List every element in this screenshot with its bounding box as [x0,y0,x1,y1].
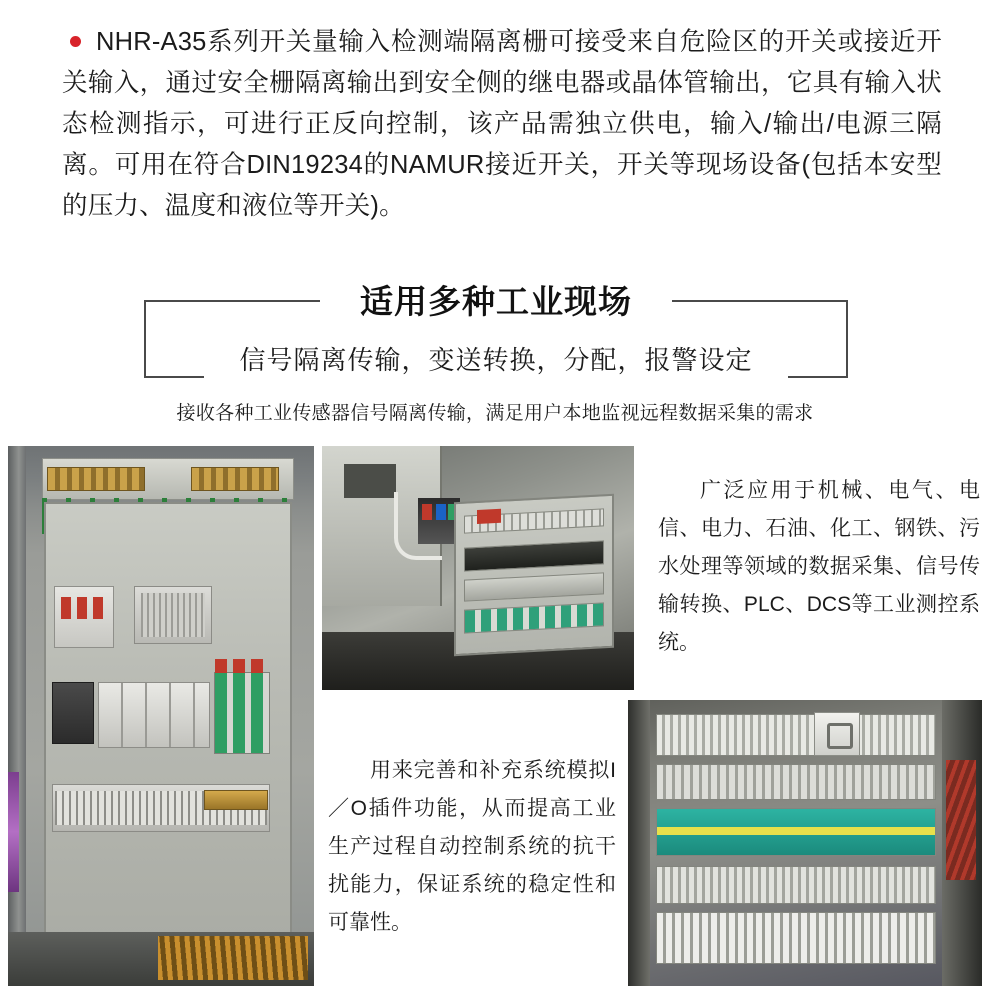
din-rail-row-3 [464,572,604,601]
plc-backplate [454,494,614,656]
busbar-terminals-right [191,467,279,491]
din-rail-row-4 [464,602,604,633]
band-note: 接收各种工业传感器信号隔离传输，满足用户本地监视远程数据采集的需求 [176,403,814,424]
band-subtitle: 信号隔离传输，变送转换，分配，报警设定 [239,345,753,375]
terminal-row-4 [656,866,936,904]
cabinet-door-edge [8,446,26,986]
terminal-row-5 [656,912,936,964]
lid-dark-patch [344,464,396,498]
terminal-row-1 [656,714,936,756]
intro-paragraph [62,22,942,227]
cabinet-busbar [42,458,294,500]
din-rail-row-2 [464,540,604,571]
busbar-terminals-left [47,467,145,491]
plc-photo-content [322,446,634,690]
red-dot-icon [70,36,81,47]
circuit-breaker [54,586,114,648]
terminal-row-3-green [656,808,936,856]
terminals-photo-content [628,700,982,986]
motor-contactor [52,682,94,744]
headline-band [140,276,852,386]
terminal-block-panel-photo [628,700,982,986]
cabinet-bottom-cables [8,932,314,986]
red-module-chip [477,509,501,524]
plc-enclosure-interior-photo [322,446,634,690]
cabinet-door-purple-strip [8,772,19,892]
power-supply-unit [134,586,212,644]
terminal-row-2 [656,764,936,800]
intro-text: NHR-A35系列开关量输入检测端隔离栅可接受来自危险区的开关或接近开关输入，通过安全栅隔离输出到安全侧的继电器或晶体管输出，它具有输入状态检测指示，可进行正反向控制，该产品需独立供电，输入/输出/电源三隔离。可用在符合DIN19234的NAMUR接近开关，开关等现场设备(包括本安型的压力、温度和液位等开关)。 [62,28,942,220]
relay-row [98,682,210,748]
grounding-bar [204,790,268,810]
red-wire-bundle [946,760,976,880]
electrical-control-cabinet-photo [8,446,314,986]
band-title: 适用多种工业现场 [360,283,632,320]
applications-text: 广泛应用于机械、电气、电信、电力、石油、化工、钢铁、污水处理等领域的数据采集、信号传输转换、PLC、DCS等工业测控系统。 [658,479,980,654]
panel-left-edge [628,700,650,986]
isolation-barrier-modules [214,672,270,754]
power-socket [814,712,860,756]
din-rail-row-1 [464,508,604,533]
cabinet-photo-content [8,446,314,986]
function-text: 用来完善和补充系统模拟I／O插件功能，从而提高工业生产过程自动控制系统的抗干扰能力，保证系统的稳定性和可靠性。 [328,759,616,934]
